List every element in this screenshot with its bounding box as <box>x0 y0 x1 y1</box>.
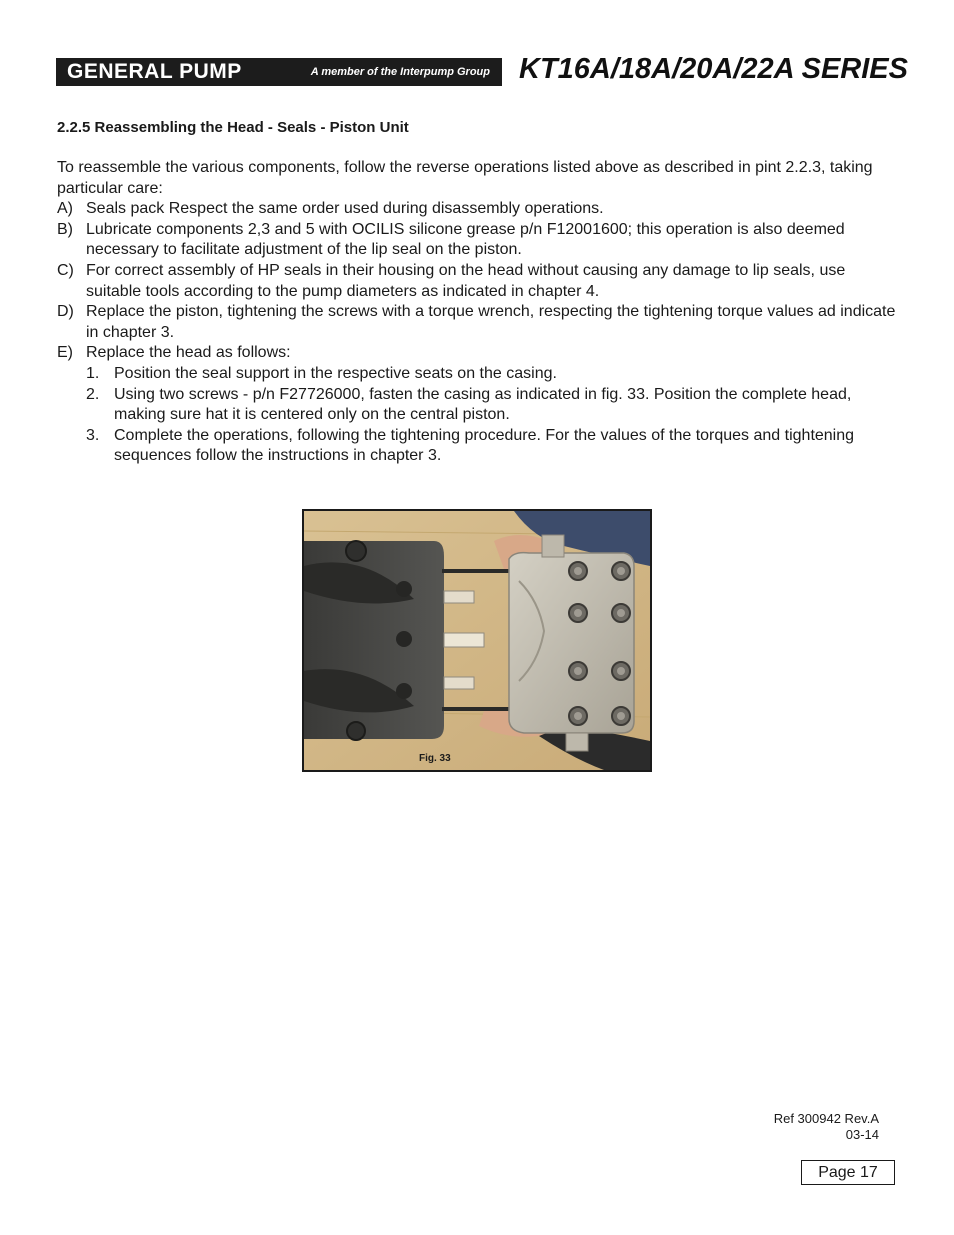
list-marker: A) <box>57 200 73 218</box>
sub-instruction-list <box>57 364 897 467</box>
list-item <box>57 199 897 220</box>
list-item <box>57 302 897 343</box>
list-marker: E) <box>57 344 73 362</box>
pump-head-illustration <box>304 511 650 770</box>
list-text: Seals pack Respect the same order used during disassembly operations. <box>86 200 604 218</box>
list-text: Replace the head as follows: <box>86 344 291 362</box>
sub-list-marker: 3. <box>86 426 100 444</box>
list-text: Lubricate components 2,3 and 5 with OCILIS silicone grease p/n F12001600; this operation is also deemed necessary to facilitate adjustment of the lip seal on the piston. <box>86 220 845 259</box>
list-item <box>57 261 897 302</box>
intro-paragraph: To reassemble the various components, follow the reverse operations listed above as described in pint 2.2.3, taking particular care: <box>57 159 873 197</box>
reference-block <box>774 1111 879 1143</box>
list-item <box>57 220 897 261</box>
list-marker: C) <box>57 261 74 279</box>
sub-list-text: Complete the operations, following the tightening procedure. For the values of the torques and tightening sequences follow the instructions in chapter 3. <box>114 426 855 465</box>
document-reference: Ref 300942 Rev.A <box>773 1111 879 1126</box>
sub-list-item <box>86 426 897 467</box>
revision-date: 03-14 <box>845 1127 879 1142</box>
series-title: KT16A/18A/20A/22A SERIES <box>519 53 908 85</box>
section-heading: 2.2.5 Reassembling the Head - Seals - Piston Unit <box>57 119 409 136</box>
page-number: Page 17 <box>801 1160 895 1185</box>
instruction-list <box>57 199 897 364</box>
sub-list-marker: 1. <box>86 364 100 382</box>
sub-list-marker: 2. <box>86 385 100 403</box>
sub-list-text: Using two screws - p/n F27726000, fasten the casing as indicated in fig. 33. Position the complete head, making sure hat it is centered only on the central piston. <box>114 385 852 424</box>
brand-bar <box>56 58 502 86</box>
sub-list-text: Position the seal support in the respective seats on the casing. <box>114 364 557 382</box>
figure-33-photo <box>302 509 652 772</box>
body-text <box>57 158 897 467</box>
list-marker: D) <box>57 303 74 321</box>
list-marker: B) <box>57 220 73 238</box>
brand-name: GENERAL PUMP <box>67 60 242 83</box>
brand-tagline: A member of the Interpump Group <box>310 66 490 78</box>
sub-list-item <box>86 385 897 426</box>
list-text: Replace the piston, tightening the screws with a torque wrench, respecting the tightening torque values ad indicate in chapter 3. <box>86 303 896 341</box>
sub-list-item <box>86 364 897 385</box>
list-item <box>57 343 897 364</box>
list-text: For correct assembly of HP seals in their housing on the head without causing any damage to lip seals, use suitable tools according to the pump diameters as indicated in chapter 4. <box>86 261 846 300</box>
figure-label: Fig. 33 <box>419 753 451 764</box>
